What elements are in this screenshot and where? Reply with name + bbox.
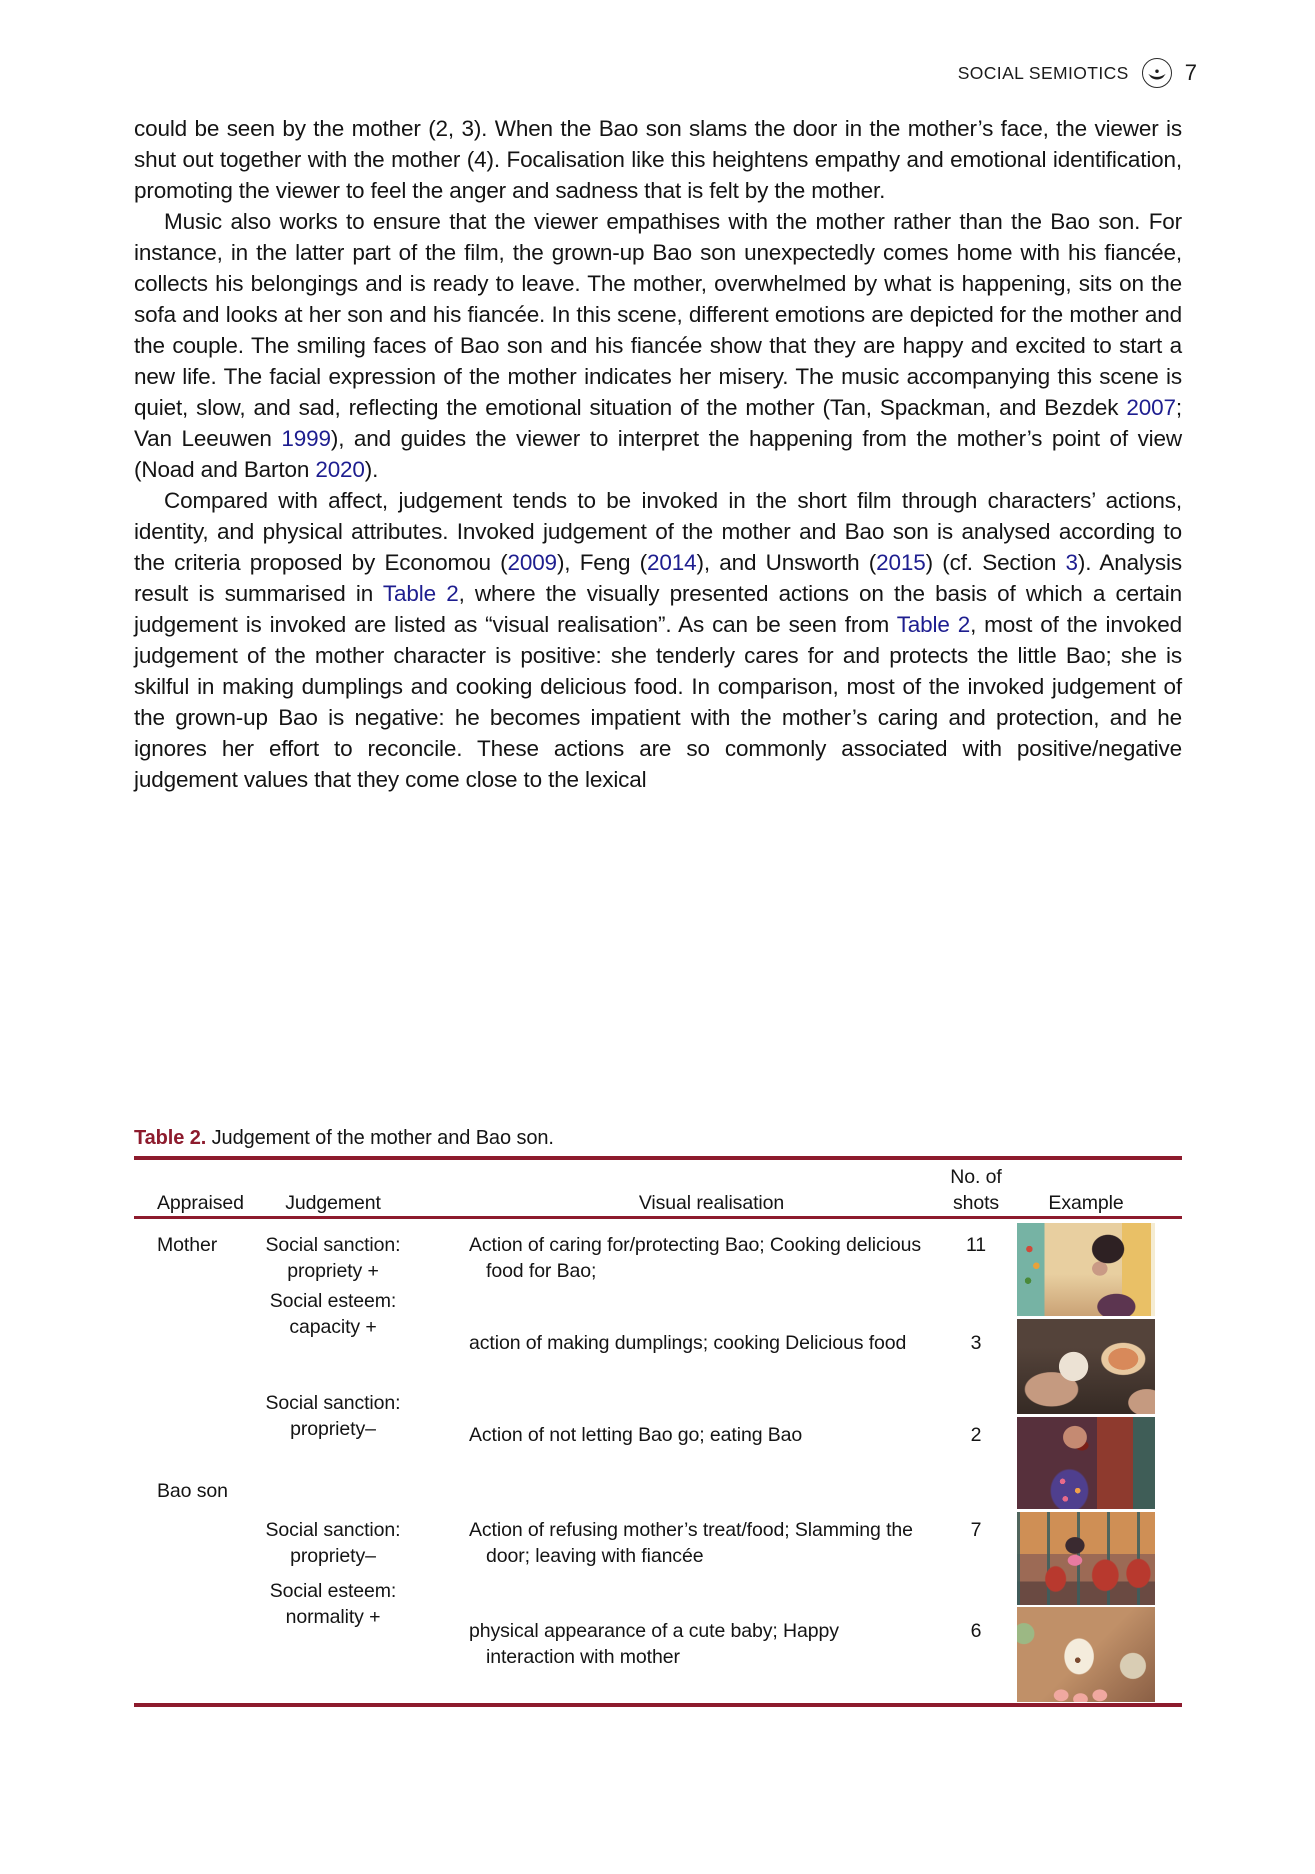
journal-logo-icon [1142,58,1172,88]
cell-shots-row5: 6 [970,1620,982,1642]
text-run: ), and guides the viewer to interpret the happening from the mother’s point of view (Noad and Barton [134,426,1182,482]
judgement-line: Social esteem: [269,1290,397,1312]
article-body [134,113,1182,795]
cell-realisation-row1 [469,1232,954,1284]
realisation-line: Action of caring for/protecting Bao; Cooking delicious [469,1234,922,1256]
table-caption [134,1127,554,1150]
cell-judgement-row4 [238,1517,428,1569]
cell-shots-row4: 7 [970,1519,982,1541]
page-number: 7 [1184,60,1197,85]
cell-realisation-row5 [469,1618,954,1670]
text-run: could be seen by the mother (2, 3). When the Bao son slams the door in the mother’s face, the viewer is shut out together with the mother (4). Focalisation like this heightens empathy and emotional identification, promoting the viewer to feel the anger and sadness that is felt by the mother. [134,116,1182,203]
realisation-line: action of making dumplings; cooking Delicious food [469,1332,907,1354]
realisation-line: door; leaving with fiancée [486,1545,704,1567]
realisation-line: Action of refusing mother’s treat/food; Slamming the [469,1519,913,1541]
judgement-line: normality + [285,1606,381,1628]
text-run: ), Feng ( [556,550,648,575]
example-still-dumpling-baby [1017,1607,1155,1702]
table-caption-label: Table 2. [134,1127,207,1149]
text-run: ). [364,457,379,482]
journal-title: SOCIAL SEMIOTICS [957,62,1129,83]
realisation-line: interaction with mother [486,1646,680,1668]
realisation-line: food for Bao; [486,1260,597,1282]
citation-link[interactable]: 2020 [315,457,365,482]
citation-link[interactable]: 3 [1065,550,1078,575]
paragraph-2 [134,206,1182,485]
cell-appraised-bao-son: Bao son [157,1480,228,1502]
col-header-no-of: No. of [950,1166,1002,1188]
citation-link[interactable]: Table 2 [896,612,971,637]
table-header-rule [134,1216,1182,1219]
judgement-line: Social sanction: [265,1392,401,1414]
text-run: Music also works to ensure that the viewer empathises with the mother rather than the Bao son. For instance, in the latter part of the film, the grown-up Bao son unexpectedly comes home with his fiancée, collects his belongings and is ready to leave. The mother, overwhelmed by what is happening, sits on the sofa and looks at her son and his fiancée. In this scene, different emotions are depicted for the mother and the couple. The smiling faces of Bao son and his fiancée show that they are happy and excited to start a new life. The facial expression of the mother indicates her misery. The music accompanying this scene is quiet, slow, and sad, reflecting the emotional situation of the mother (Tan, Spackman, and Bezdek [134,209,1182,420]
judgement-line: Social esteem: [269,1580,397,1602]
realisation-line: Action of not letting Bao go; eating Bao [469,1424,803,1446]
cell-judgement-row2 [238,1288,428,1340]
judgement-line: Social sanction: [265,1519,401,1541]
cell-judgement-row1 [238,1232,428,1284]
citation-link[interactable]: 2014 [647,550,697,575]
running-header [958,58,1197,88]
text-run: ; Van Leeuwen [134,395,1182,451]
text-run: , most of the invoked judgement of the mother character is positive: she tenderly cares for and protects the little Bao; she is skilful in making dumplings and cooking delicious food. In comparison, most of the invoked judgement of the grown-up Bao is negative: he becomes impatient with the mother’s caring and protection, and he ignores her effort to reconcile. These actions are so commonly associated with positive/negative judgement values that they come close to the lexical [134,612,1182,792]
cell-shots-row3: 2 [970,1424,982,1446]
citation-link[interactable]: 2015 [876,550,926,575]
judgement-line: propriety– [290,1545,376,1567]
example-still-making-dumpling [1017,1319,1155,1414]
realisation-line: physical appearance of a cute baby; Happy [469,1620,839,1642]
cell-appraised-mother: Mother [157,1234,218,1256]
cell-shots-row1: 11 [965,1234,987,1256]
cell-realisation-row2 [469,1330,954,1356]
cell-shots-row2: 3 [970,1332,982,1354]
paragraph-3 [134,485,1182,795]
col-header-visual-realisation: Visual realisation [638,1192,785,1214]
example-still-mother-kitchen [1017,1223,1155,1316]
example-still-mother-crying-door [1017,1417,1155,1509]
text-run: Compared with affect, judgement tends to be invoked in the short film through characters’ actions, identity, and physical attributes. Invoked judgement of the mother and Bao son is analysed according to the criteria proposed by Economou ( [134,488,1182,575]
judgement-line: Social sanction: [265,1234,401,1256]
judgement-line: propriety + [287,1260,379,1282]
col-header-shots: shots [952,1192,1000,1214]
text-run: ), and Unsworth ( [696,550,877,575]
cell-realisation-row4 [469,1517,954,1569]
journal-logo-glyph [1144,60,1170,86]
text-run: ). Analysis result is summarised in [134,550,1182,606]
paragraph-1 [134,113,1182,206]
judgement-line: capacity + [289,1316,377,1338]
example-still-mother-on-bus [1017,1512,1155,1605]
cell-realisation-row3 [469,1422,954,1448]
citation-link[interactable]: 1999 [281,426,331,451]
table-bottom-rule [134,1703,1182,1707]
citation-link[interactable]: Table 2 [382,581,459,606]
col-header-judgement: Judgement [285,1192,381,1214]
table-caption-text: Judgement of the mother and Bao son. [206,1127,554,1149]
cell-judgement-row5 [238,1578,428,1630]
text-run: , where the visually presented actions on the basis of which a certain judgement is invoked are listed as “visual realisation”. As can be seen from [134,581,1182,637]
judgement-line: propriety– [290,1418,376,1440]
cell-judgement-row3 [238,1390,428,1442]
text-run: ) (cf. Section [925,550,1066,575]
col-header-appraised: Appraised [157,1192,244,1214]
citation-link[interactable]: 2009 [507,550,557,575]
table-top-rule [134,1156,1182,1160]
col-header-example: Example [1048,1192,1124,1214]
citation-link[interactable]: 2007 [1126,395,1176,420]
